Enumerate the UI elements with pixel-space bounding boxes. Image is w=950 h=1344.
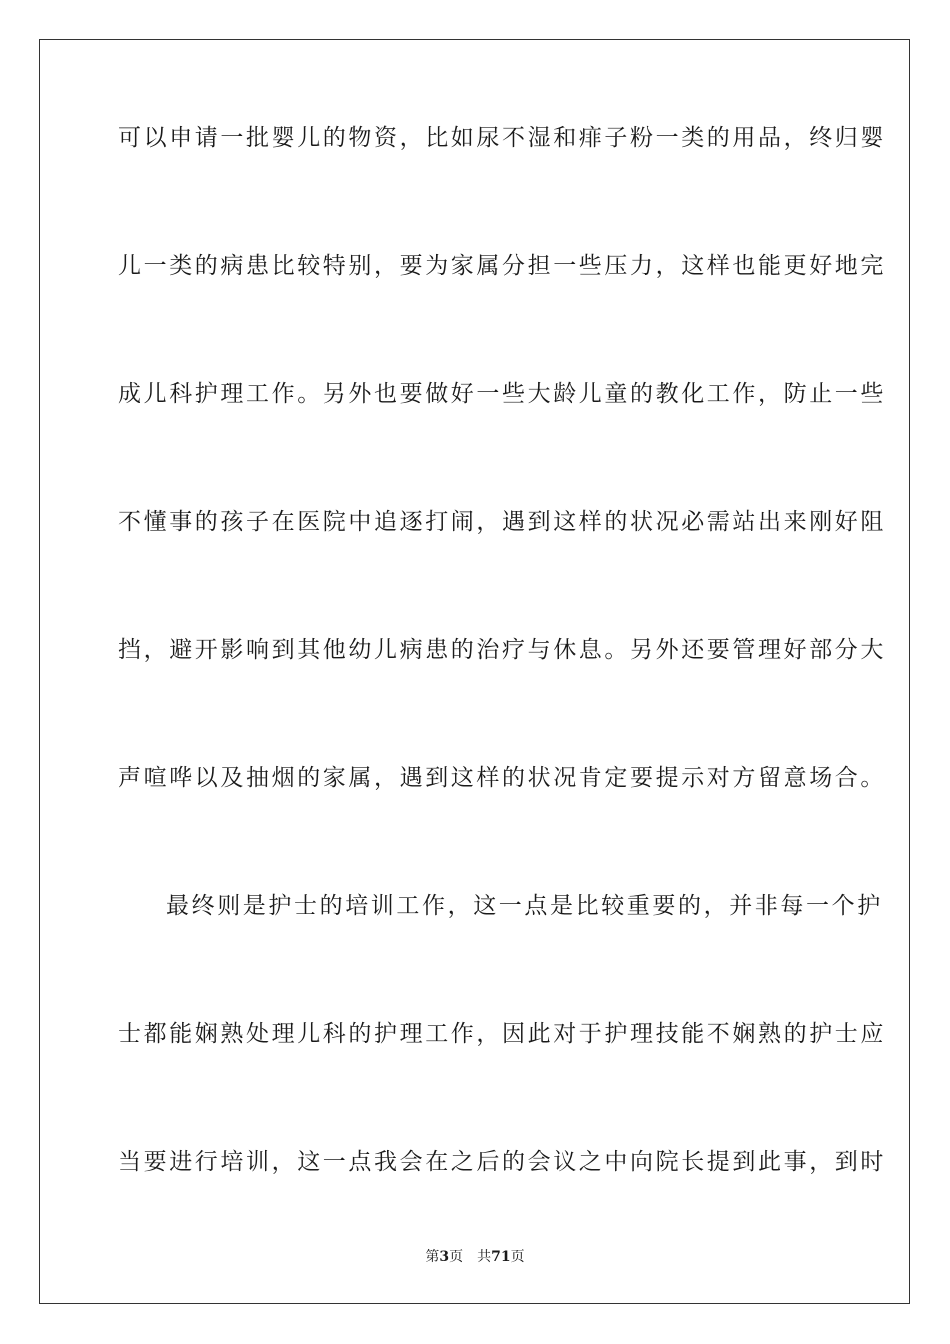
page-prefix: 第 [425, 1249, 440, 1265]
text-line-3: 成儿科护理工作。另外也要做好一些大龄儿童的教化工作，防止一些 [118, 381, 886, 407]
total-suffix: 页 [510, 1249, 525, 1265]
page-footer [0, 1248, 950, 1266]
page-number: 3 [439, 1249, 450, 1265]
text-line-1: 可以申请一批婴儿的物资，比如尿不湿和痱子粉一类的用品，终归婴 [118, 125, 886, 151]
text-line-4: 不懂事的孩子在医院中追逐打闹，遇到这样的状况必需站出来刚好阻 [118, 509, 886, 535]
text-line-8: 士都能娴熟处理儿科的护理工作，因此对于护理技能不娴熟的护士应 [118, 1021, 886, 1047]
text-line-2: 儿一类的病患比较特别，要为家属分担一些压力，这样也能更好地完 [118, 253, 886, 279]
body-text [118, 125, 886, 1278]
text-line-5: 挡，避开影响到其他幼儿病患的治疗与休息。另外还要管理好部分大 [118, 637, 886, 663]
total-prefix: 共 [477, 1249, 492, 1265]
text-line-9: 当要进行培训，这一点我会在之后的会议之中向院长提到此事，到时 [118, 1149, 886, 1175]
total-pages: 71 [491, 1249, 511, 1265]
page-suffix: 页 [449, 1249, 464, 1265]
text-line-7-paragraph-start: 最终则是护士的培训工作，这一点是比较重要的，并非每一个护 [166, 893, 883, 919]
text-line-6: 声喧哗以及抽烟的家属，遇到这样的状况肯定要提示对方留意场合。 [118, 765, 886, 791]
